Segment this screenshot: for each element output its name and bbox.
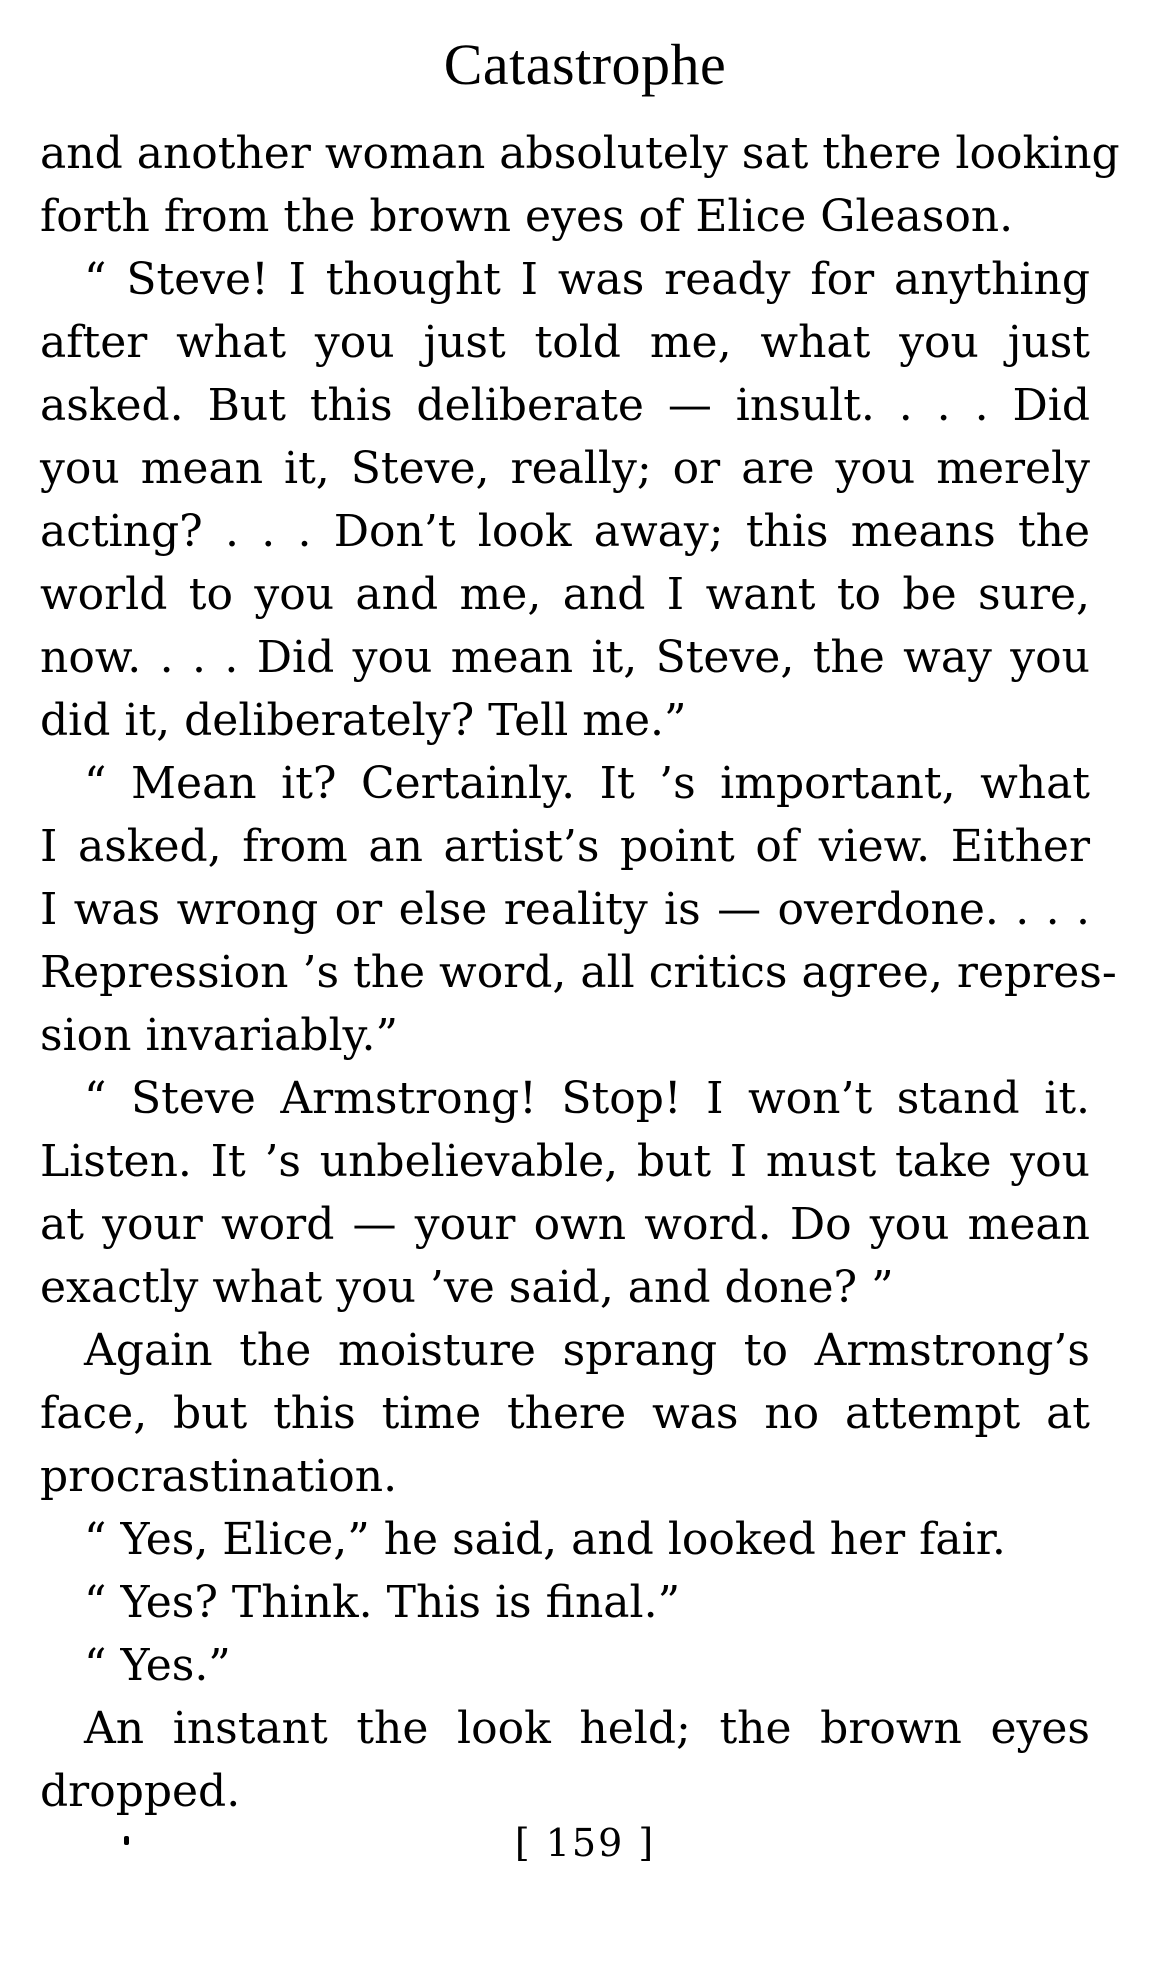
text-line: acting? . . . Don’t look away; this means the bbox=[40, 506, 1090, 557]
text-line: “ Steve Armstrong! Stop! I won’t stand it. bbox=[84, 1073, 1090, 1124]
text-line: “ Mean it? Certainly. It ’s important, what bbox=[84, 758, 1090, 809]
text-line: I was wrong or else reality is — overdone. . . . bbox=[40, 884, 1090, 935]
text-line: and another woman absolutely sat there looking bbox=[40, 128, 1120, 179]
text-line: “ Steve! I thought I was ready for anything bbox=[84, 254, 1090, 305]
text-line: Listen. It ’s unbelievable, but I must take you bbox=[40, 1136, 1090, 1187]
text-line: exactly what you ’ve said, and done? ” bbox=[40, 1262, 894, 1313]
text-line: now. . . . Did you mean it, Steve, the way you bbox=[40, 632, 1090, 683]
text-line: at your word — your own word. Do you mean bbox=[40, 1199, 1090, 1250]
running-head: Catastrophe bbox=[443, 32, 727, 97]
text-line: procrastination. bbox=[40, 1451, 398, 1502]
text-line: face, but this time there was no attempt at bbox=[40, 1388, 1090, 1439]
text-line: “ Yes, Elice,” he said, and looked her fair. bbox=[84, 1514, 1006, 1565]
text-line: Again the moisture sprang to Armstrong’s bbox=[84, 1325, 1090, 1376]
page-number: [ 159 ] bbox=[514, 1821, 656, 1865]
text-line: after what you just told me, what you just bbox=[40, 317, 1090, 368]
text-line: world to you and me, and I want to be sure, bbox=[40, 569, 1090, 620]
text-line: “ Yes? Think. This is final.” bbox=[84, 1577, 681, 1628]
text-line: you mean it, Steve, really; or are you merely bbox=[40, 443, 1090, 494]
text-line: sion invariably.” bbox=[40, 1010, 399, 1061]
text-line: An instant the look held; the brown eyes bbox=[84, 1703, 1090, 1754]
text-line: dropped. bbox=[40, 1766, 241, 1817]
text-line: forth from the brown eyes of Elice Gleason. bbox=[40, 191, 1014, 242]
text-line: Repression ’s the word, all critics agree, repres- bbox=[40, 947, 1117, 998]
text-line: did it, deliberately? Tell me.” bbox=[40, 695, 687, 746]
text-line: asked. But this deliberate — insult. . . . Did bbox=[40, 380, 1090, 431]
text-line: “ Yes.” bbox=[84, 1640, 231, 1691]
text-line: I asked, from an artist’s point of view. Either bbox=[40, 821, 1090, 872]
body-text bbox=[40, 122, 1120, 1823]
